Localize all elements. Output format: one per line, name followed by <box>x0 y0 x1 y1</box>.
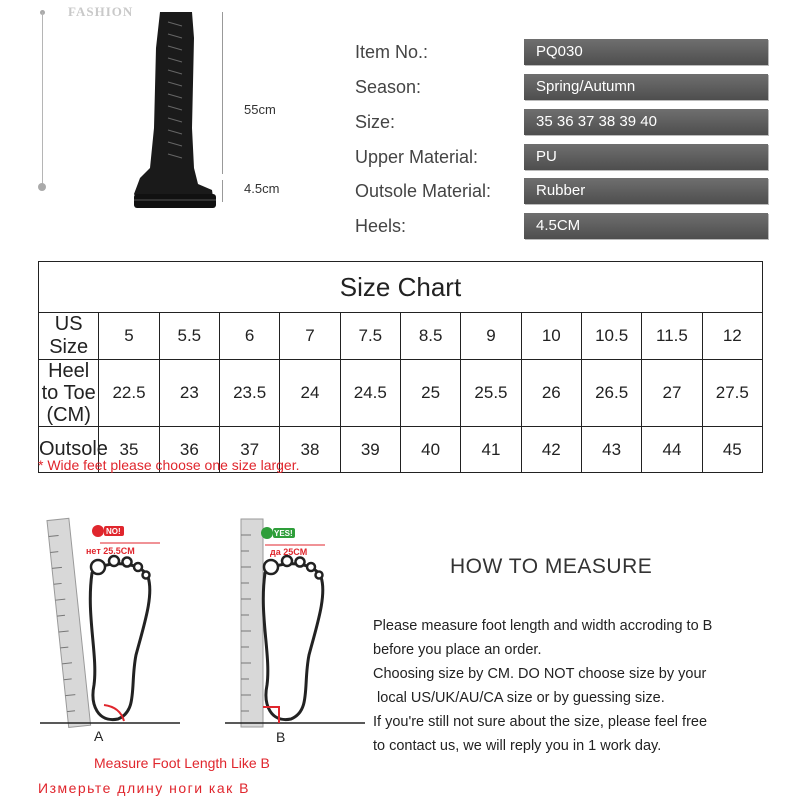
heel-dimension-line <box>222 180 223 202</box>
cell: 23 <box>159 360 219 427</box>
cell: 25.5 <box>461 360 521 427</box>
boot-image <box>120 8 220 213</box>
cell: 37 <box>219 427 279 473</box>
spec-label-upper-material: Upper Material: <box>355 147 479 167</box>
cell: 7.5 <box>340 313 400 360</box>
spec-value-heels: 4.5CM <box>524 213 768 239</box>
brand-watermark: FASHION <box>68 4 134 19</box>
instruction-line: local US/UK/AU/CA size or by guessing size. <box>373 690 665 706</box>
spec-value-outsole-material: Rubber <box>524 178 768 204</box>
shaft-dimension-line <box>222 12 223 174</box>
cell: 25 <box>400 360 460 427</box>
cell: 26 <box>521 360 581 427</box>
ruler-bottom-dot <box>38 183 46 191</box>
cell: 44 <box>642 427 702 473</box>
spec-value-season: Spring/Autumn <box>524 74 768 100</box>
heel-height-label: 4.5cm <box>244 181 280 196</box>
cell: 26.5 <box>581 360 641 427</box>
cell: 5.5 <box>159 313 219 360</box>
instruction-line: to contact us, we will reply you in 1 work day. <box>373 738 662 754</box>
size-chart-table <box>38 261 763 473</box>
cell: 39 <box>340 427 400 473</box>
spec-value-size: 35 36 37 38 39 40 <box>524 109 768 135</box>
cell: 42 <box>521 427 581 473</box>
cell: 12 <box>702 313 762 360</box>
cell: 38 <box>280 427 340 473</box>
cell: 36 <box>159 427 219 473</box>
cell: 43 <box>581 427 641 473</box>
right-badge: YES! <box>274 529 293 538</box>
boot-height-label: 55cm <box>244 102 276 117</box>
foot-label-a: A <box>94 728 104 744</box>
cell: 8.5 <box>400 313 460 360</box>
cell: 45 <box>702 427 762 473</box>
spec-value-item-no: PQ030 <box>524 39 768 65</box>
cell: 27.5 <box>702 360 762 427</box>
cell: 11.5 <box>642 313 702 360</box>
size-chart-title: Size Chart <box>39 262 763 313</box>
spec-label-outsole-material: Outsole Material: <box>355 181 492 201</box>
row-head-heel-to-toe: Heel to Toe (CM) <box>39 360 99 427</box>
cell: 6 <box>219 313 279 360</box>
cell: 23.5 <box>219 360 279 427</box>
row-head-outsole: Outsole <box>39 427 99 473</box>
cell: 40 <box>400 427 460 473</box>
how-to-measure-title: HOW TO MEASURE <box>450 555 653 578</box>
instruction-line: Please measure foot length and width accroding to B <box>373 618 713 634</box>
cell: 24.5 <box>340 360 400 427</box>
wide-feet-note: * Wide feet please choose one size larger. <box>38 457 300 473</box>
cell: 10.5 <box>581 313 641 360</box>
wrong-badge: NO! <box>106 527 121 536</box>
spec-value-upper-material: PU <box>524 144 768 170</box>
caption-russian: Измерьте длину ноги как В <box>38 780 250 796</box>
cell: 27 <box>642 360 702 427</box>
spec-label-season: Season: <box>355 77 422 97</box>
cell: 22.5 <box>99 360 159 427</box>
cell: 9 <box>461 313 521 360</box>
cell: 35 <box>99 427 159 473</box>
spec-label-heels: Heels: <box>355 216 407 236</box>
spec-label-size: Size: <box>355 112 396 132</box>
cell: 24 <box>280 360 340 427</box>
cell: 41 <box>461 427 521 473</box>
wrong-measure-label: нет 25.5CM <box>86 546 135 556</box>
row-head-us-size: US Size <box>39 313 99 360</box>
instruction-line: Choosing size by CM. DO NOT choose size by your <box>373 666 707 682</box>
instruction-line: before you place an order. <box>373 642 542 658</box>
caption-english: Measure Foot Length Like B <box>94 755 270 771</box>
spec-label-item-no: Item No.: <box>355 42 429 62</box>
cell: 5 <box>99 313 159 360</box>
table-row-heel-to-toe <box>39 360 763 427</box>
height-ruler <box>42 12 43 184</box>
cell: 7 <box>280 313 340 360</box>
right-measure-label: да 25CM <box>270 547 308 557</box>
cell: 10 <box>521 313 581 360</box>
table-row-us-size <box>39 313 763 360</box>
foot-label-b: B <box>276 729 286 745</box>
instruction-line: If you're still not sure about the size, please feel free <box>373 714 708 730</box>
